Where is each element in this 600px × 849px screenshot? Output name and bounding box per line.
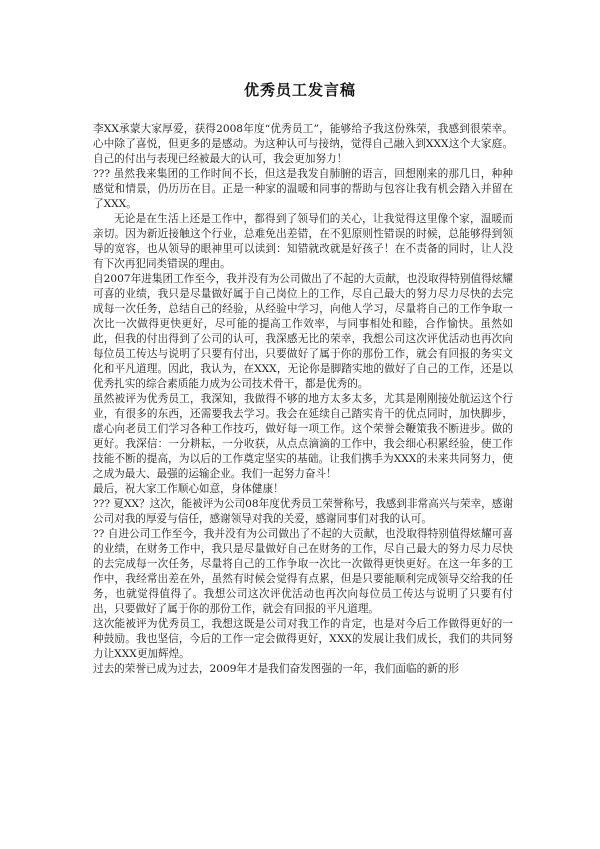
document-body [93,122,513,677]
paragraph-award: 李XX承蒙大家厚爱，获得2008年度“优秀员工”，能够给予我这份殊荣，我感到很荣幸。心中除了喜悦，但更多的是感动。为这种认可与接纳，觉得自己融入到XXX这个大家庭。自己的付出与表现已经被最大的认可，我会更加努力！ [93,123,513,165]
paragraph-work-since-2007: 自2007年进集团工作至今，我并没有为公司做出了不起的大贡献，也没取得特别值得炫耀可喜的业绩，我只是尽量做好属于自己岗位上的工作，尽自己最大的努力尽力尽快的去完成每一次任务，总结自己的经验，从经验中学习，向他人学习，尽量将自己的工作争取一次比一次做得更快更好，尽可能的提高工作效率，与同事相处和睦，合作愉快。虽然如此，但我的付出得到了公司的认可，我深感无比的荣幸，我想公司这次评优活动也再次向每位员工传达与说明了只要有付出，只要做好了属于你的那份工作，就会有回报的务实文化和平凡道理。因此，我认为，在XXX，无论你是脚踏实地的做好了自己的工作，还是以优秀扎实的综合素质能力成为公司技术骨干，都是优秀的。 [93,273,513,390]
paragraph-leadership-care: 无论是在生活上还是工作中，都得到了领导们的关心，让我觉得这里像个家，温暖而亲切。因为新近接触这个行业，总难免出差错，在不犯原则性错误的时候，总能够得到领导的宽容，也从领导的眼神里可以读到：知错就改就是好孩子！在不责备的同时，让人没有下次再犯同类错误的理由。 [93,213,513,270]
paragraph-xia-award: ??? 夏XX？这次，能被评为公司08年度优秀员工荣誉称号，我感到非常高兴与荣幸，感谢公司对我的厚爱与信任，感谢领导对我的关爱，感谢同事们对我的认可。 [93,498,513,525]
paragraph-join-group: ??? 虽然我来集团的工作时间不长，但这是我发自肺腑的语言，回想刚来的那几日，种种感觉和情景，仍历历在目。正是一种家的温暖和同事的帮助与包容让我有机会踏入并留在了XXX。 [93,168,513,210]
paragraph-finance-work: ?? 自进公司工作至今，我并没有为公司做出了不起的大贡献，也没取得特别值得炫耀可喜的业绩，在财务工作中，我只是尽量做好自己在财务的工作，尽自己最大的努力尽力尽快的去完成每一次任务，尽量将自己的工作争取一次比一次做得更快更好。在这一年多的工作中，我经常出差在外，虽然有时候会觉得有点累，但是只要能顺利完成领导交给我的任务，也就觉得值得了。我想公司这次评优活动也再次向每位员工传达与说明了只要有付出，只要做好了属于你的那份工作，就会有回报的平凡道理。 [93,528,513,615]
paragraph-best-wishes: 最后，祝大家工作顺心如意，身体健康！ [93,483,284,495]
paragraph-2009-outlook: 过去的荣誉已成为过去，2009年才是我们奋发图强的一年，我们面临的新的形 [93,663,459,675]
document-title: 优秀员工发言稿 [243,81,356,99]
paragraph-keep-learning: 虽然被评为优秀员工，我深知，我做得不够的地方太多太多，尤其是刚刚接处航运这个行业，有很多的东西，还需要我去学习。我会在延续自己踏实肯干的优点同时，加快脚步，虚心向老员工们学习各种工作技巧，做好每一项工作。这个荣誉会鞭策我不断进步。做的更好。我深信：一分耕耘，一分收获，从点点滴滴的工作中，我会细心积累经验，使工作技能不断的提高，为以后的工作奠定坚实的基础。让我们携手为XXX的未来共同努力，使之成为最大、最强的运输企业。我们一起努力奋斗！ [93,393,513,480]
paragraph-encouragement: 这次能被评为优秀员工，我想这既是公司对我工作的肯定，也是对今后工作做得更好的一种鼓励。我也坚信，今后的工作一定会做得更好，XXX的发展让我们成长，我们的共同努力让XXX更加辉煌。 [93,618,513,660]
